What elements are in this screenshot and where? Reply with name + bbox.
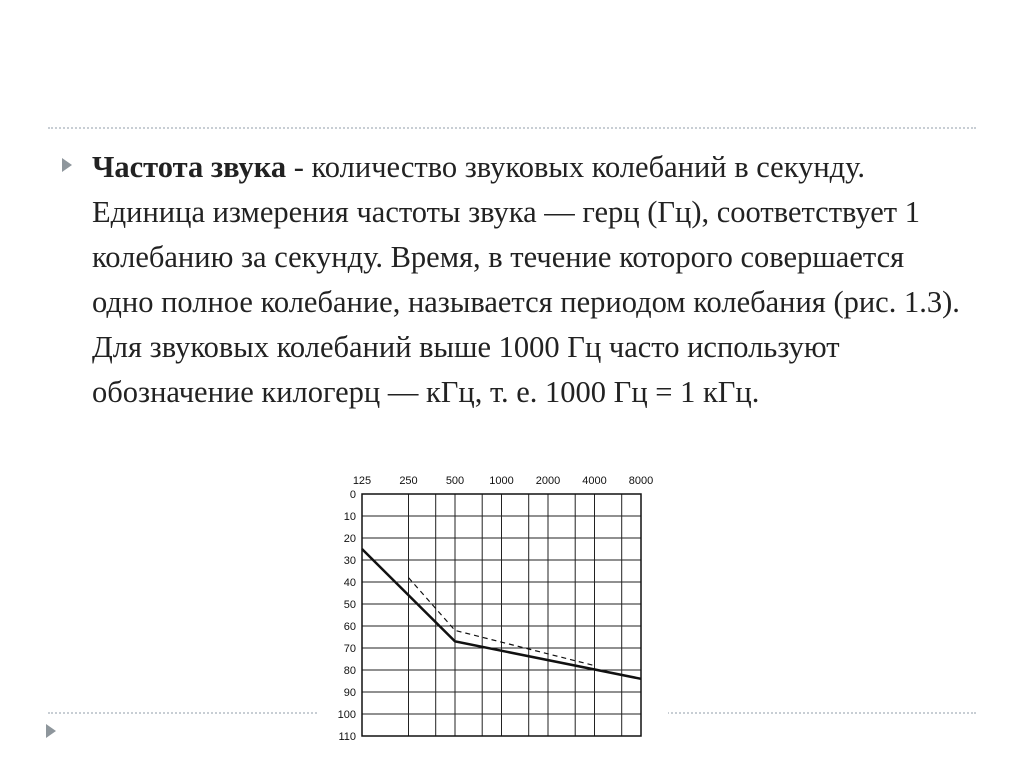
x-tick-label: 125 (352, 475, 372, 487)
y-tick-label: 20 (343, 533, 356, 545)
x-tick-label: 8000 (628, 475, 654, 487)
y-tick-label: 40 (343, 577, 356, 589)
x-tick-label: 4000 (582, 475, 607, 487)
y-tick-label: 10 (343, 511, 356, 523)
top-divider (48, 127, 976, 129)
bullet-arrow-icon (46, 724, 56, 738)
x-tick-label: 500 (445, 475, 465, 487)
y-tick-label: 0 (349, 489, 356, 501)
audiogram-chart (318, 466, 668, 746)
y-tick-label: 80 (343, 665, 356, 677)
x-tick-label: 250 (399, 475, 418, 487)
slide-paragraph (92, 145, 972, 415)
x-tick-label: 1000 (489, 475, 514, 487)
paragraph-body: - количество звуковых колебаний в секунду. Единица измерения частоты звука — герц (Гц), соответствует 1 колебанию за секунду. Время, в течение которого совершается одно полное колебание, называется периодом колебания (рис. 1.3). Для звуковых колебаний выше 1000 Гц часто используют обозначение килогерц — кГц, т. е. 1000 Гц = 1 кГц. (92, 150, 960, 409)
audiogram-svg (318, 466, 668, 746)
y-tick-label: 30 (343, 555, 356, 567)
y-tick-label: 100 (337, 709, 356, 721)
y-tick-label: 60 (343, 621, 356, 633)
bullet-arrow-icon (62, 158, 72, 172)
x-tick-label: 2000 (535, 475, 561, 487)
y-tick-label: 90 (343, 687, 356, 699)
y-tick-label: 110 (338, 731, 356, 743)
y-tick-label: 70 (343, 643, 356, 655)
paragraph-term: Частота звука (92, 150, 287, 184)
y-tick-label: 50 (343, 599, 356, 611)
